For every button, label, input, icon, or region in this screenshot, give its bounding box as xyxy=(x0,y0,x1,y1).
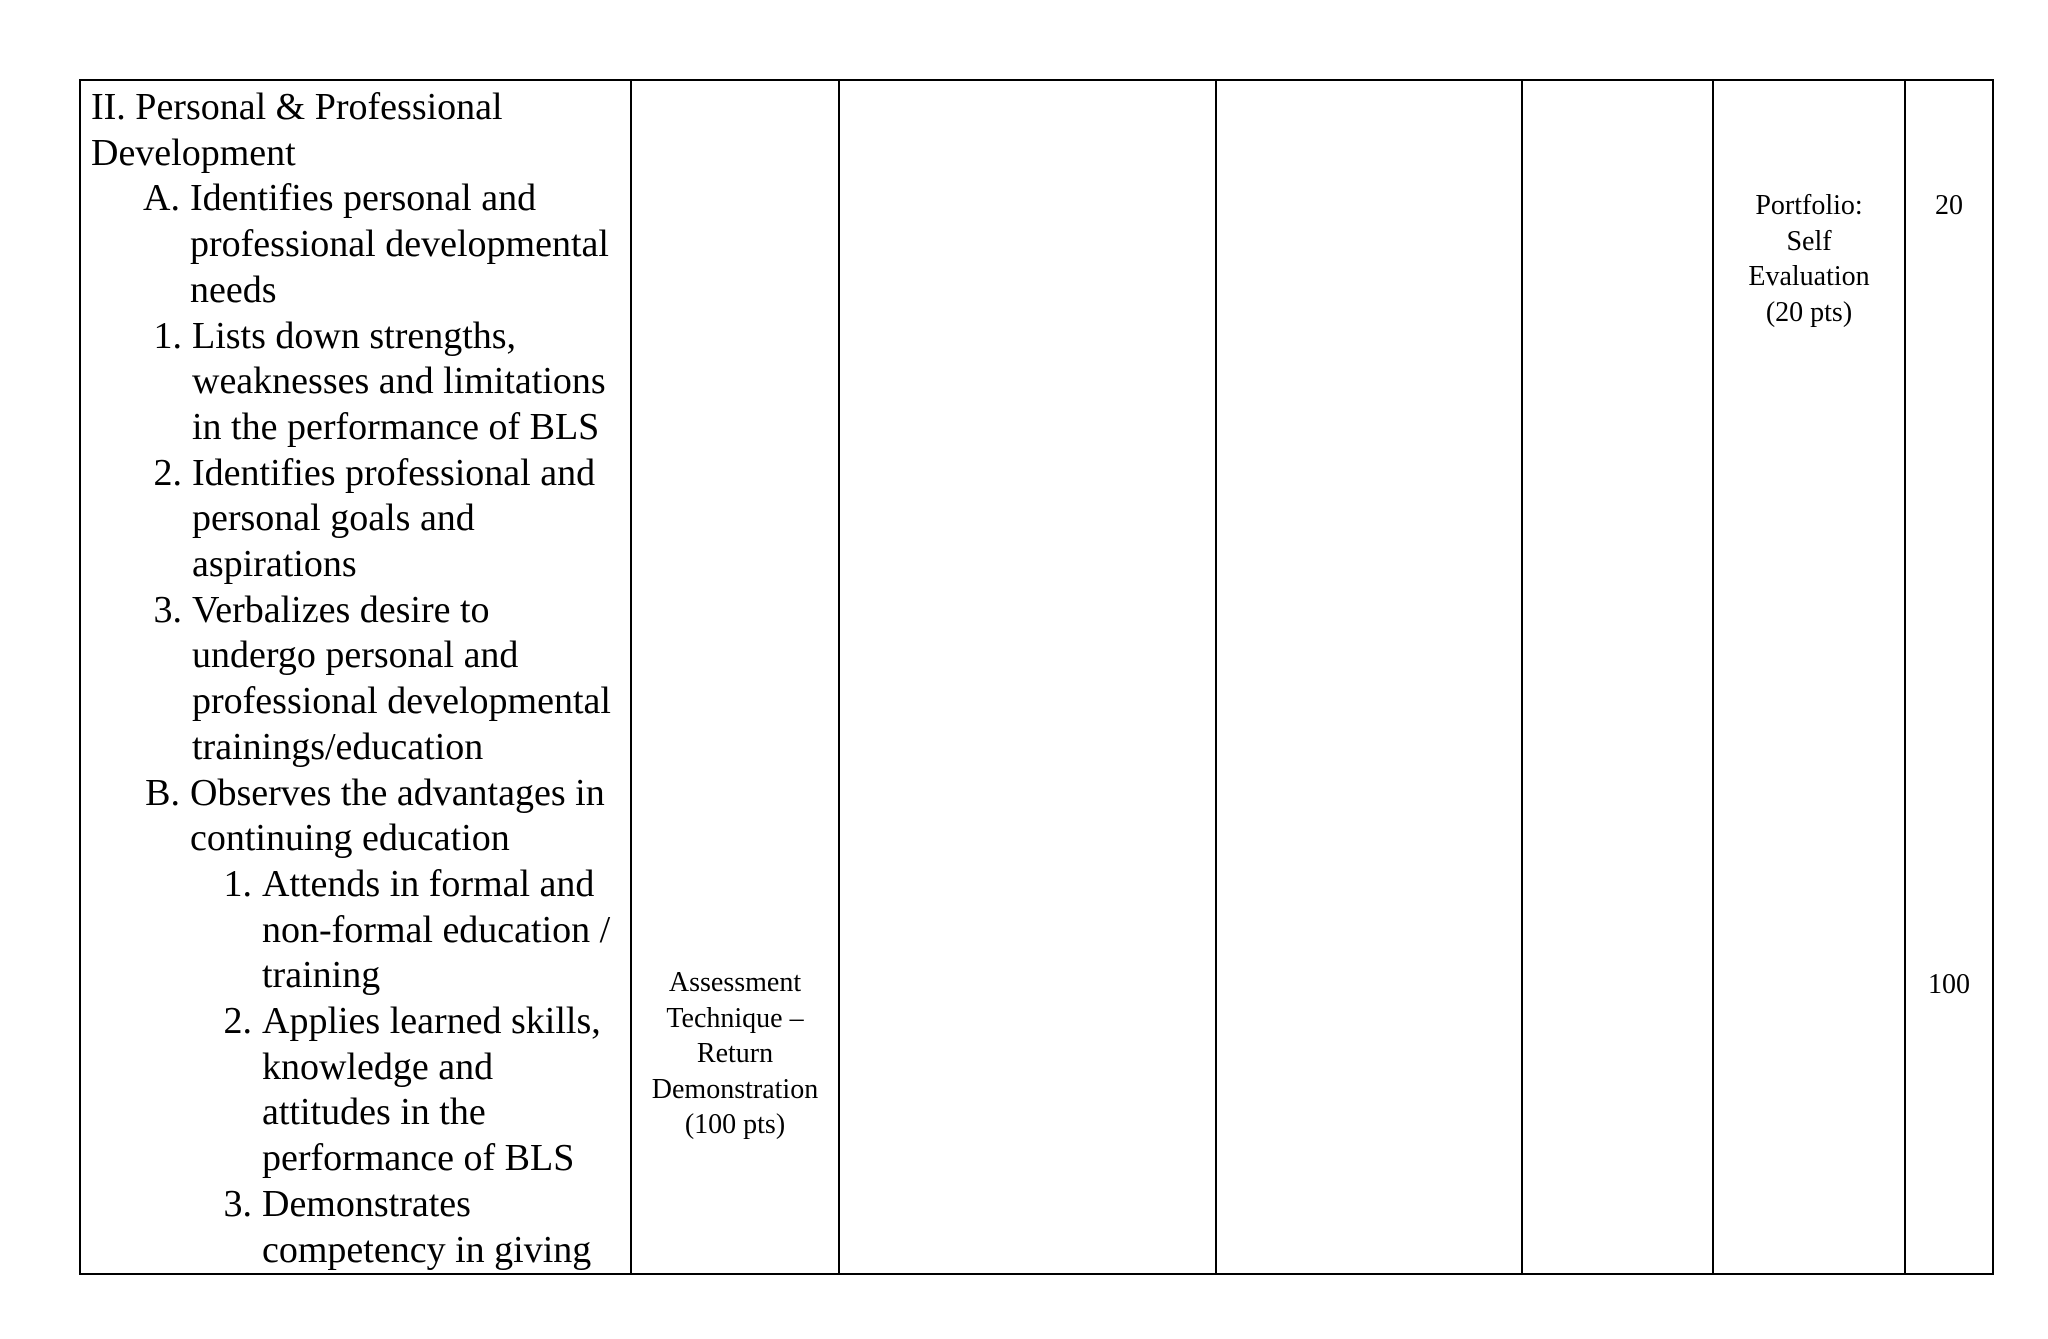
list-item-text: Observes the advantages in continuing education xyxy=(190,771,605,860)
list-item xyxy=(91,176,620,313)
assessment-cell xyxy=(631,80,839,1274)
empty-cell xyxy=(839,80,1216,1274)
list-item xyxy=(91,314,620,451)
assessment-line: Technique – xyxy=(666,1002,804,1034)
portfolio-line: (20 pts) xyxy=(1765,296,1853,328)
list-item-text: Lists down strengths, weaknesses and limitations in the performance of BLS xyxy=(192,314,606,448)
assessment-score: 100 xyxy=(1928,969,1970,1000)
assessment-note xyxy=(632,965,838,1143)
score-cell xyxy=(1905,80,1993,1274)
portfolio-score: 20 xyxy=(1935,190,1963,221)
list-marker: B. xyxy=(145,771,180,814)
portfolio-line: Portfolio: xyxy=(1755,190,1863,221)
assessment-line: Demonstration xyxy=(651,1073,819,1105)
assessment-line: (100 pts) xyxy=(684,1109,786,1140)
list-item xyxy=(91,1182,620,1273)
rubric-table xyxy=(79,79,1994,1275)
list-marker: 2. xyxy=(223,1000,252,1043)
empty-cell xyxy=(1216,80,1522,1274)
list-marker: 1. xyxy=(223,862,252,905)
competency-cell xyxy=(80,80,631,1274)
list-marker: 1. xyxy=(153,314,182,357)
list-item xyxy=(91,862,620,999)
list-marker: 3. xyxy=(223,1182,252,1225)
table-row xyxy=(80,80,1993,1274)
competency-list xyxy=(91,176,620,1273)
portfolio-line: Self xyxy=(1786,225,1832,257)
list-item xyxy=(91,999,620,1182)
list-item-text: Identifies personal and professional developmental needs xyxy=(190,177,609,311)
portfolio-line: Evaluation xyxy=(1748,261,1870,292)
portfolio-cell xyxy=(1713,80,1905,1274)
list-marker: 2. xyxy=(153,451,182,494)
competency-text xyxy=(81,81,630,1273)
assessment-line: Return xyxy=(696,1038,774,1069)
list-item-text: Identifies professional and personal goals and aspirations xyxy=(192,451,596,586)
list-marker: 3. xyxy=(153,588,182,631)
empty-cell xyxy=(1522,80,1713,1274)
list-item-text: Verbalizes desire to undergo personal and professional developmental trainings/education xyxy=(192,588,611,768)
portfolio-note xyxy=(1714,188,1904,330)
list-item xyxy=(91,451,620,588)
list-item-text: Attends in formal and non-formal education / training xyxy=(262,862,611,997)
list-item-text: Demonstrates competency in giving xyxy=(262,1182,592,1271)
section-title: II. Personal & Professional Development xyxy=(91,86,503,174)
list-item xyxy=(91,771,620,862)
assessment-line: Assessment xyxy=(668,967,802,998)
list-item xyxy=(91,588,620,771)
list-marker: A. xyxy=(143,177,180,220)
list-item-text: Applies learned skills, knowledge and attitudes in the performance of BLS xyxy=(262,1000,601,1180)
